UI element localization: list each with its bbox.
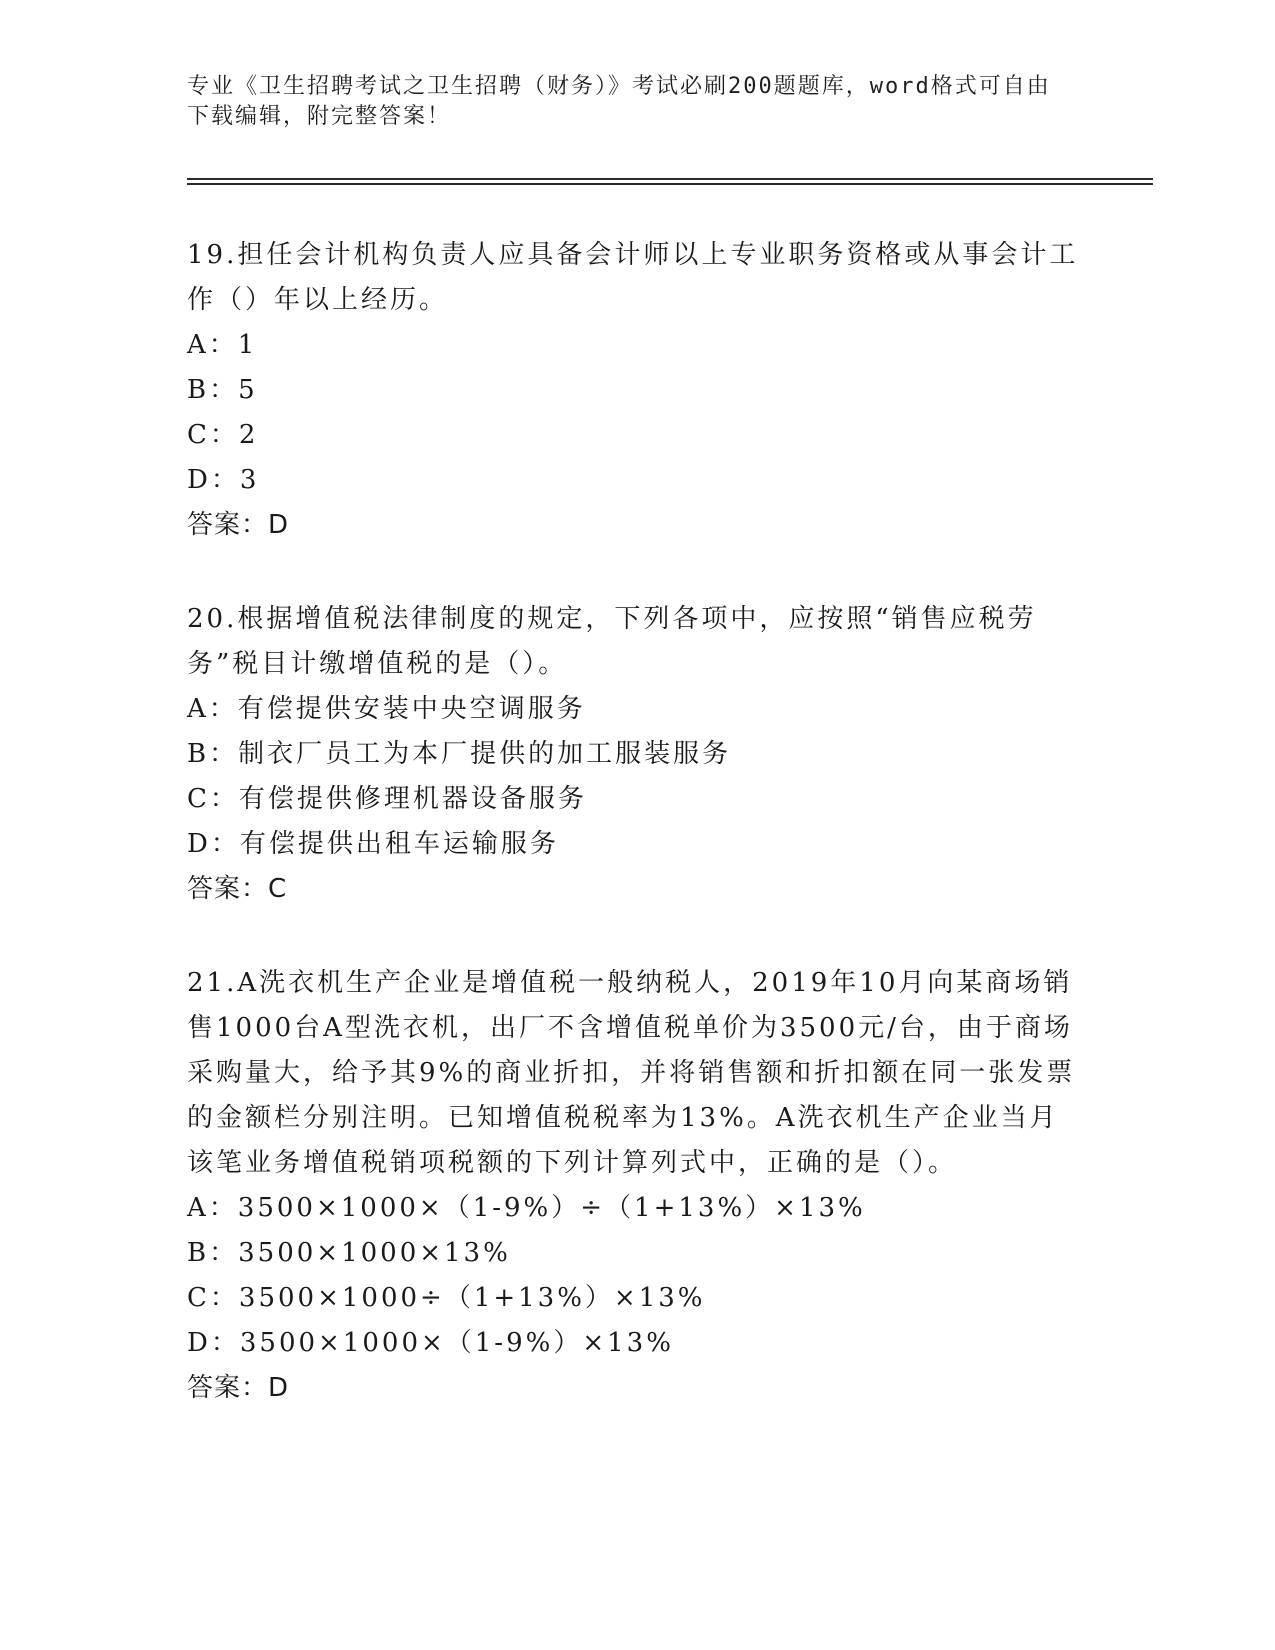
option-text: 3500×1000×（1-9%）×13% [239,1328,674,1358]
option-text: 制衣厂员工为本厂提供的加工服装服务 [238,739,732,769]
option-label: B： [187,1238,239,1268]
option-b [187,368,1087,413]
option-label: A： [187,694,238,724]
option-label: A： [187,330,238,360]
answer: 答案：D [187,510,290,540]
option-a [187,687,1087,732]
option-text: 3500×1000×13% [238,1238,511,1268]
option-a [187,323,1087,368]
option-text: 3500×1000÷（1+13%）×13% [238,1283,706,1313]
option-label: C： [187,784,239,814]
option-label: C： [187,420,239,450]
question-stem: 21.A洗衣机生产企业是增值税一般纳税人，2019年10月向某商场销售1000台A型洗衣机，出厂不含增值税单价为3500元/台，由于商场采购量大，给予其9%的商业折扣，并将销售额和折扣额在同一张发票的金额栏分别注明。已知增值税税率为13%。A洗衣机生产企业当月该笔业务增值税销项税额的下列计算列式中，正确的是（）。 [187,968,1076,1178]
option-label: B： [187,739,239,769]
option-c [187,413,1087,458]
answer: 答案：C [187,874,288,904]
answer: 答案：D [187,1373,290,1403]
option-b [187,1231,1087,1276]
option-label: D： [187,465,240,495]
question-21 [187,961,1087,1411]
option-label: D： [187,1328,240,1358]
option-c [187,1276,1087,1321]
option-a [187,1186,1087,1231]
header-rule-bottom [187,183,1153,185]
question-stem: 19.担任会计机构负责人应具备会计师以上专业职务资格或从事会计工作（）年以上经历。 [187,240,1079,315]
option-d [187,1321,1087,1366]
option-text: 有偿提供修理机器设备服务 [238,784,587,814]
option-text: 有偿提供出租车运输服务 [239,829,559,859]
option-text: 5 [238,375,258,405]
option-text: 有偿提供安装中央空调服务 [237,694,586,724]
option-c [187,777,1087,822]
option-label: C： [187,1283,239,1313]
option-text: 1 [237,330,258,360]
document-header: 专业《卫生招聘考试之卫生招聘（财务）》考试必刷200题题库，word格式可自由下载编辑，附完整答案！ [187,74,1051,129]
option-d [187,458,1087,503]
option-label: B： [187,375,239,405]
option-text: 3500×1000×（1-9%）÷（1+13%）×13% [237,1193,866,1223]
option-text: 3 [239,465,260,495]
option-b [187,732,1087,777]
question-20 [187,597,1087,912]
option-label: A： [187,1193,238,1223]
question-stem: 20.根据增值税法律制度的规定，下列各项中，应按照“销售应税劳务”税目计缴增值税的是（）。 [187,604,1037,679]
option-text: 2 [238,420,259,450]
header-rule-top [187,178,1153,180]
option-d [187,822,1087,867]
option-label: D： [187,829,240,859]
question-19 [187,233,1087,548]
